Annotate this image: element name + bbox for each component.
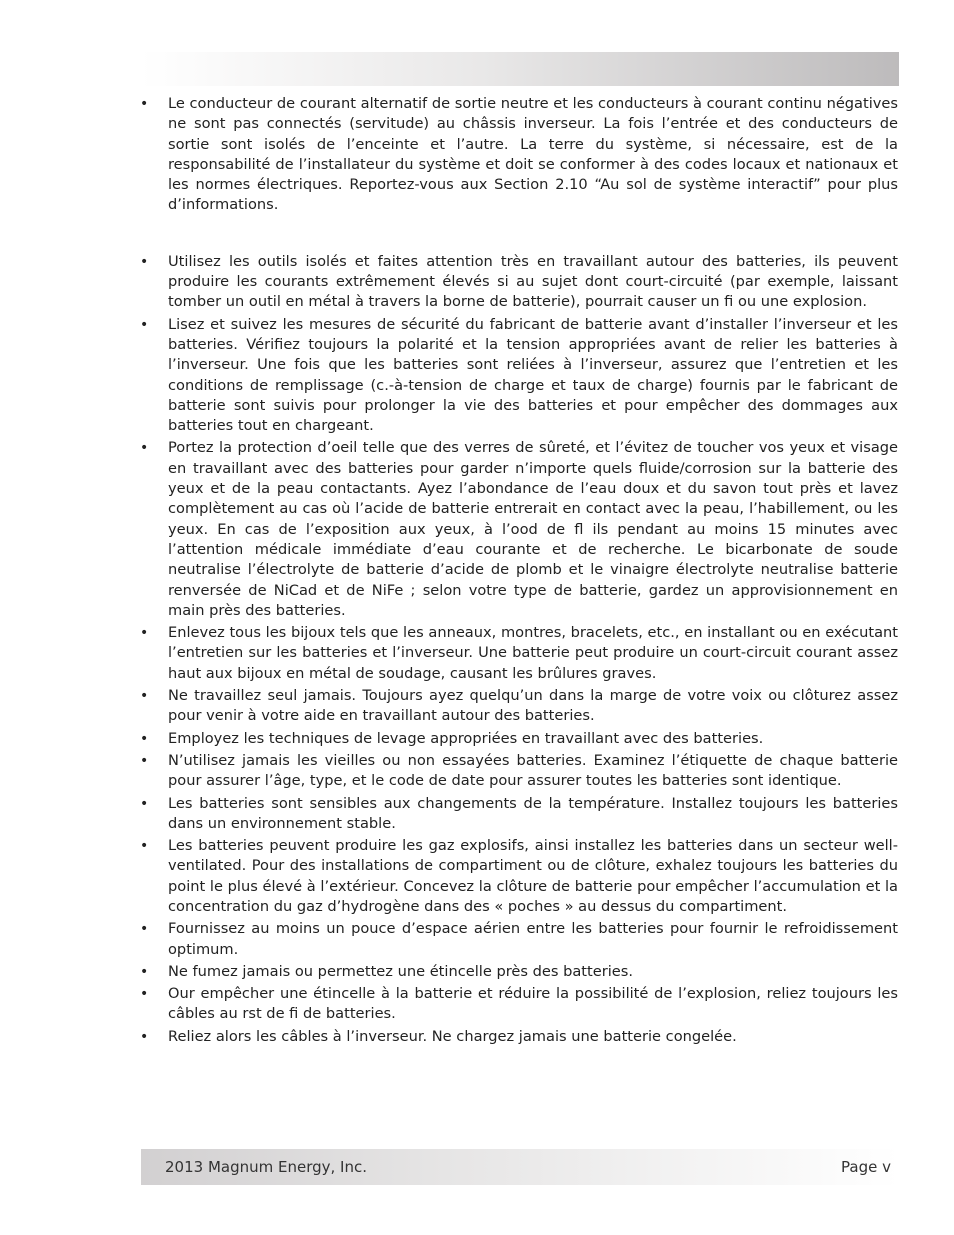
list-item — [136, 984, 898, 1025]
bullet-icon: • — [140, 440, 149, 457]
bullet-icon: • — [140, 730, 149, 747]
list-item-text: Portez la protection d’oeil telle que des verres de sûreté, et l’évitez de toucher vos yeux et visage en travaillant avec des batteries pour garder n’importe quels fluide/corrosion sur la batterie des yeux et de la peau contactants. Ayez l’abondance de l’eau doux et du savon tout près et lavez complètement au cas où l’acide de batterie entrerait en contact avec la peau, l’habillement, ou les yeux. En cas de l’exposition aux yeux, à l’ood de fl ils pendant au moins 15 minutes avec l’attention médicale immédiate d’eau courante et de recherche. Le bicarbonate de soude neutralise l’électrolyte de batterie d’acide de plomb et le vinaigre électrolyte neutralise batterie renversée de NiCad et de NiFe ; selon votre type de batterie, gardez un approvisionnement en main près des batteries. — [168, 439, 898, 619]
list-item — [136, 315, 898, 437]
list-item-text: Our empêcher une étincelle à la batterie et réduire la possibilité de l’explosion, reliez toujours les câbles au rst de fi de batteries. — [168, 985, 898, 1023]
bullet-icon: • — [140, 963, 149, 980]
list-item-text: Reliez alors les câbles à l’inverseur. Ne chargez jamais une batterie congelée. — [168, 1027, 737, 1045]
list-item — [136, 252, 898, 313]
bullet-icon: • — [140, 253, 149, 270]
list-item — [136, 623, 898, 684]
page-number: Page v — [841, 1158, 891, 1176]
bullet-list-battery-safety — [136, 252, 898, 1047]
list-item — [136, 1027, 898, 1047]
list-item — [136, 794, 898, 835]
list-item — [136, 438, 898, 621]
bullet-icon: • — [140, 752, 149, 769]
bullet-icon: • — [140, 986, 149, 1003]
list-item-text: Les batteries sont sensibles aux changements de la température. Installez toujours les batteries dans un environnement stable. — [168, 794, 898, 832]
list-item-text: Utilisez les outils isolés et faites attention très en travaillant autour des batteries, ils peuvent produire les courants extrêmement élevés si au sujet dont court-circuité (par exemple, laissant tomber un outil en métal à travers la borne de batterie), pourrait causer un fi ou une explosion. — [168, 252, 898, 311]
list-item — [136, 751, 898, 792]
list-item — [136, 94, 898, 216]
bullet-icon: • — [140, 1028, 149, 1045]
list-item-text: N’utilisez jamais les vieilles ou non essayées batteries. Examinez l’étiquette de chaque batterie pour assurer l’âge, type, et le code de date pour assurer toutes les batteries sont identique. — [168, 751, 898, 790]
list-item — [136, 962, 898, 982]
bullet-icon: • — [140, 838, 149, 855]
footer-copyright: 2013 Magnum Energy, Inc. — [165, 1158, 367, 1176]
list-item-text: Lisez et suivez les mesures de sécurité du fabricant de batterie avant d’installer l’inverseur et les batteries. Vérifiez toujours la polarité et la tension appropriées avant de relier les batteries à l’inverseur. Une fois que les batteries sont reliées à l’inverseur, assurez que l’entretien et les conditions de remplissage (c.-à-tension de charge et taux de charge) fournis par le fabricant de batterie sont suivis pour prolonger la vie des batteries et pour empêcher des dommages aux batteries tout en chargeant. — [168, 315, 898, 435]
section-gap — [136, 216, 898, 252]
list-item-text: Enlevez tous les bijoux tels que les anneaux, montres, bracelets, etc., en installant ou en exécutant l’entretien sur les batteries et l’inverseur. Une batterie peut produire un court-circuit courant assez haut aux bijoux en métal de soudage, causant les brûlures graves. — [168, 624, 898, 682]
list-item — [136, 729, 898, 749]
list-item — [136, 686, 898, 727]
bullet-icon: • — [140, 96, 149, 112]
list-item-text: Les batteries peuvent produire les gaz explosifs, ainsi installez les batteries dans un secteur well-ventilated. Pour des installations de compartiment ou de clôture, exhalez toujours les batteries du point le plus élevé à l’extérieur. Concevez la clôture de batterie pour empêcher l’accumulation et la concentration du gaz d’hydrogène dans des « poches » au dessus du compartiment. — [168, 837, 898, 915]
list-item-text: Ne fumez jamais ou permettez une étincelle près des batteries. — [168, 962, 633, 980]
bullet-icon: • — [140, 625, 149, 642]
list-item-text: Employez les techniques de levage appropriées en travaillant avec des batteries. — [168, 729, 764, 747]
bullet-icon: • — [140, 688, 149, 705]
bullet-icon: • — [140, 795, 149, 812]
list-item — [136, 836, 898, 917]
list-item — [136, 919, 898, 960]
bullet-icon: • — [140, 316, 149, 333]
page-content — [136, 94, 898, 1049]
list-item-text: Fournissez au moins un pouce d’espace aérien entre les batteries pour fournir le refroidissement optimum. — [168, 920, 898, 958]
list-item-text: Ne travaillez seul jamais. Toujours ayez quelqu’un dans la marge de votre voix ou clôturez assez pour venir à votre aide en travaillant autour des batteries. — [168, 687, 898, 725]
header-gradient-bar — [141, 52, 899, 86]
footer-bar — [141, 1149, 899, 1185]
bullet-icon: • — [140, 921, 149, 938]
list-item-text: Le conducteur de courant alternatif de sortie neutre et les conducteurs à courant continu négatives ne sont pas connectés (servitude) au châssis inverseur. La fois l’entrée et des conducteurs de sortie sont isolés de l’enceinte et l’autre. La terre du système, si nécessaire, est de la responsabilité de l’installateur du système et doit se conformer à des codes locaux et nationaux et les normes électriques. Reportez-vous aux Section 2.10 “Au sol de système interactif” pour plus d’informations. — [168, 95, 898, 214]
bullet-list-top — [136, 94, 898, 216]
